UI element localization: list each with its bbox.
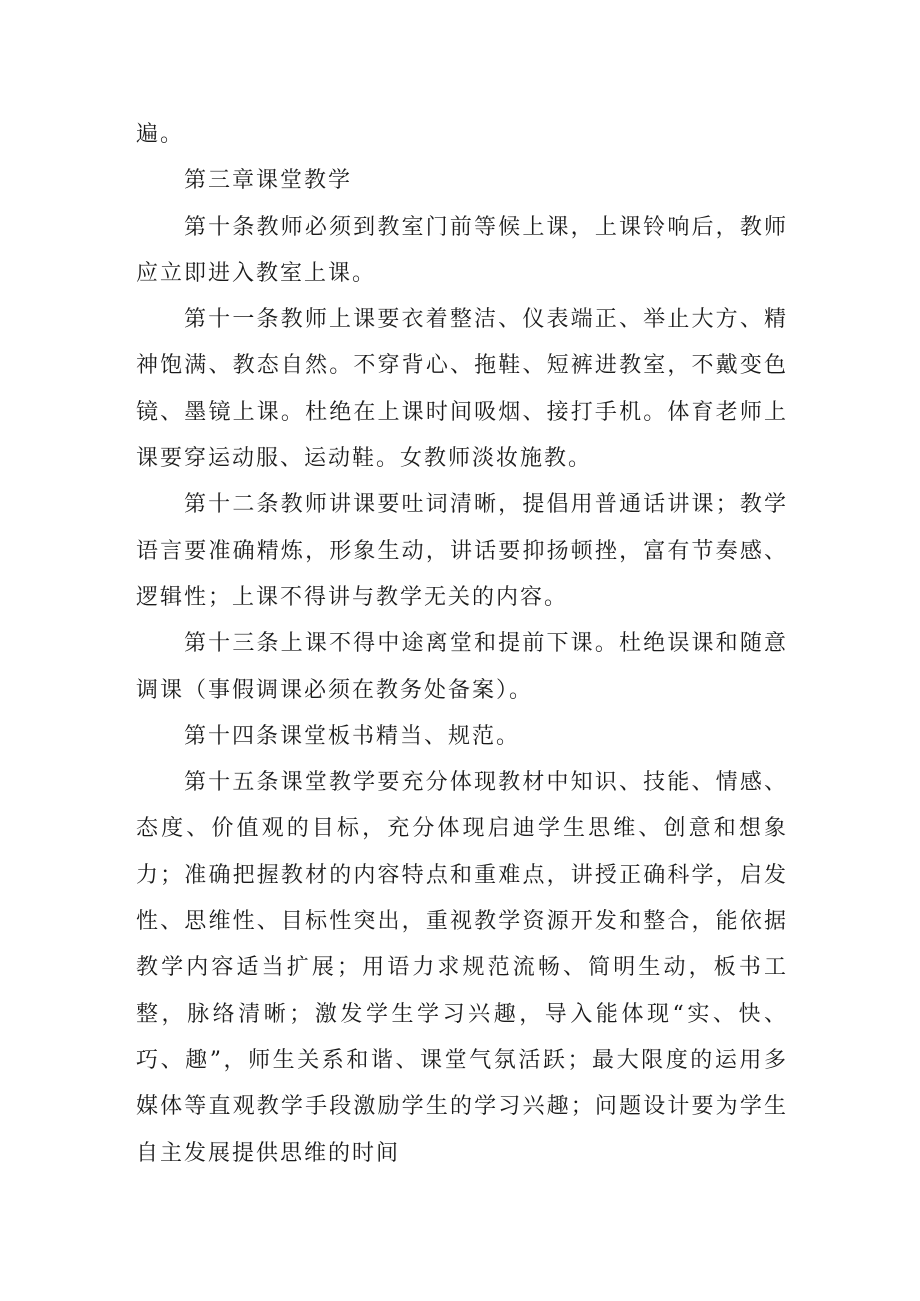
article-12: 第十二条教师讲课要吐词清晰，提倡用普通话讲课；教学语言要准确精炼，形象生动，讲话要抑扬顿挫，富有节奏感、逻辑性；上课不得讲与教学无关的内容。: [136, 492, 788, 610]
chapter-heading: 第三章课堂教学: [184, 168, 353, 194]
article-10: 第十条教师必须到教室门前等候上课，上课铃响后，教师应立即进入教室上课。: [136, 214, 788, 286]
article-15: 第十五条课堂教学要充分体现教材中知识、技能、情感、态度、价值观的目标，充分体现启迪学生思维、创意和想象力；准确把握教材的内容特点和重难点，讲授正确科学，启发性、思维性、目标性突出，重视教学资源开发和整合，能依据教学内容适当扩展；用语力求规范流畅、简明生动，板书工整，脉络清晰；激发学生学习兴趣，导入能体现“实、快、巧、趣”，师生关系和谐、课堂气氛活跃；最大限度的运用多媒体等直观教学手段激励学生的学习兴趣；问题设计要为学生自主发展提供思维的时间: [136, 770, 788, 1166]
paragraph-continuation: 遍。: [136, 122, 185, 147]
article-14: 第十四条课堂板书精当、规范。: [184, 723, 521, 749]
article-13: 第十三条上课不得中途离堂和提前下课。杜绝误课和随意调课（事假调课必须在教务处备案）。: [136, 631, 788, 703]
document-body: [136, 112, 788, 1177]
article-11: 第十一条教师上课要衣着整洁、仪表端正、举止大方、精神饱满、教态自然。不穿背心、拖鞋、短裤进教室，不戴变色镜、墨镜上课。杜绝在上课时间吸烟、接打手机。体育老师上课要穿运动服、运动鞋。女教师淡妆施教。: [136, 307, 788, 472]
